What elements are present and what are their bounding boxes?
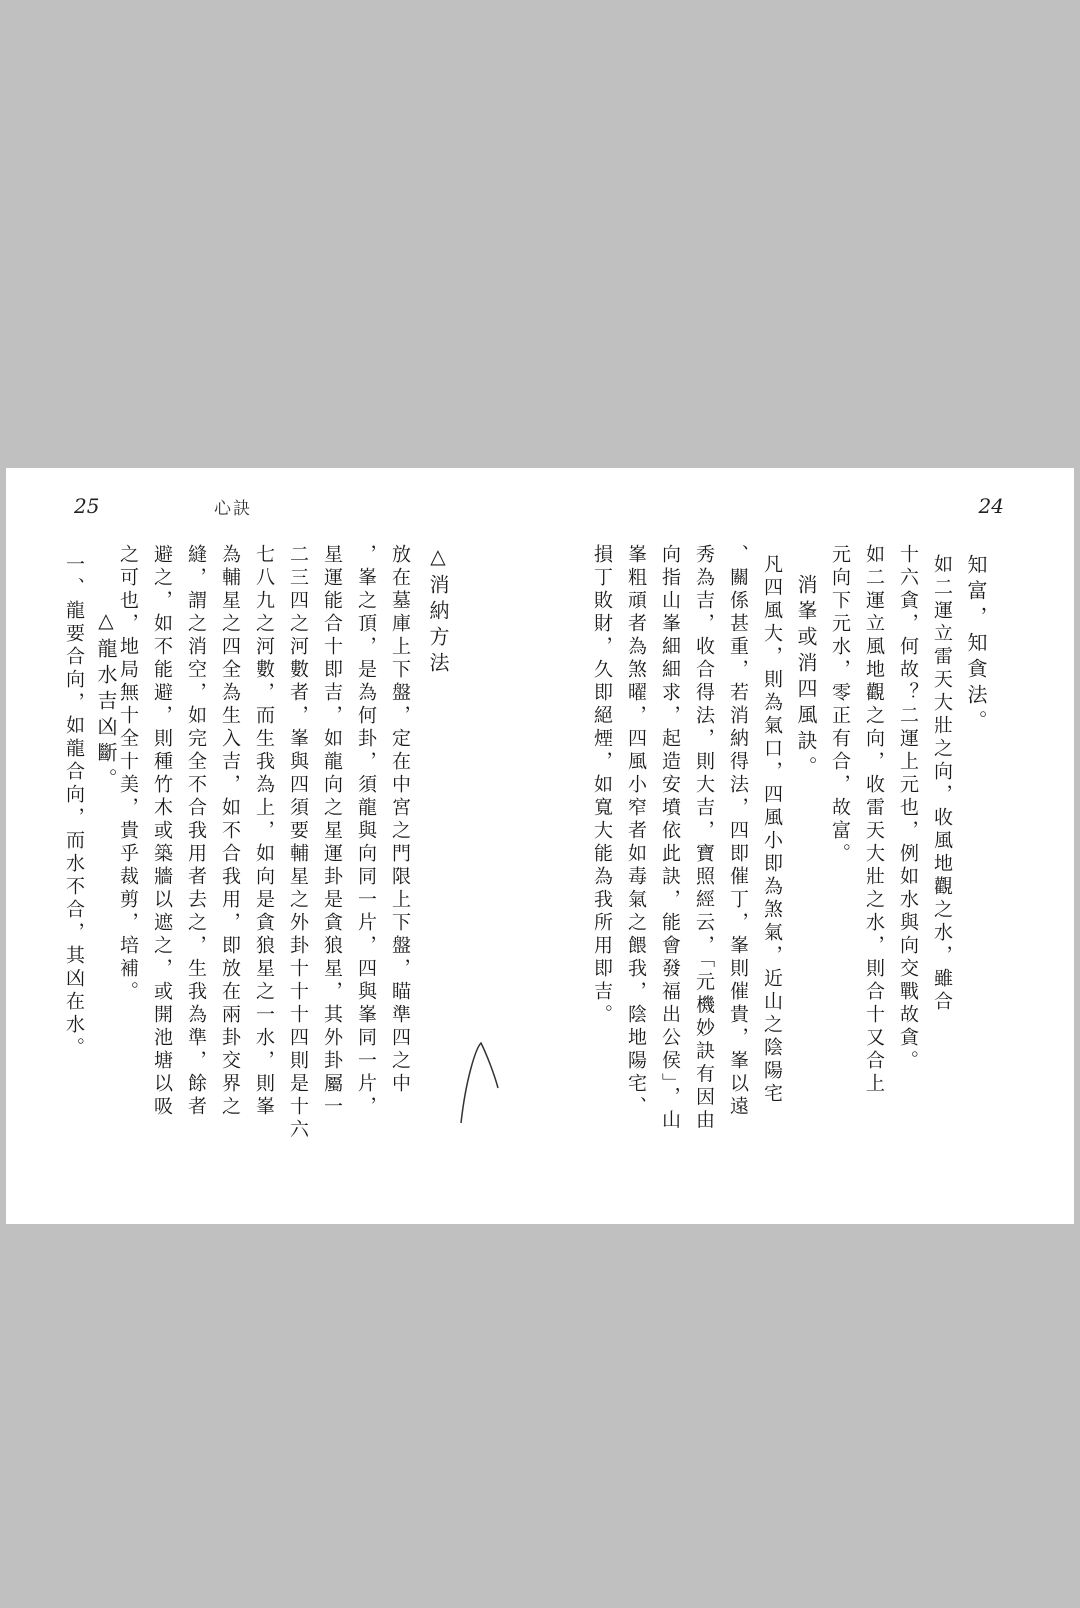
text-column: 七八九之河數，而生我為上，如向是貪狼星之一水，則峯 — [253, 544, 275, 1119]
text-column: 縫，謂之消空，如完全不合我用者去之，生我為準，餘者 — [185, 544, 207, 1119]
text-column: 如二運立風地觀之向，收雷天大壯之水，則合十又合上 — [863, 544, 885, 1096]
text-column: 放在墓庫上下盤，定在中宮之門限上下盤，瞄準四之中 — [389, 544, 411, 1096]
text-column: 為輔星之四全為生入吉，如不合我用，即放在兩卦交界之 — [219, 544, 241, 1119]
text-column: 秀為吉，收合得法，則大吉，寶照經云，「元機妙訣有因由 — [693, 544, 715, 1133]
text-column: 損丁敗財，久即絕煙，如寬大能為我所用即吉。 — [591, 544, 613, 1027]
text-column: 十六貪，何故？二運上元也，例如水與向交戰故貪。 — [897, 544, 919, 1073]
right-page — [540, 468, 1074, 1224]
text-column: 二三四之河數者，峯與四須要輔星之外卦十十十四則是十六 — [287, 544, 309, 1142]
pen-stroke-mark — [456, 1038, 506, 1128]
text-column: 元向下元水，零正有合，故富。 — [829, 544, 851, 866]
text-column: 如二運立雷天大壯之向，收風地觀之水，雖合 — [931, 554, 953, 1014]
page-number: 25 — [74, 494, 100, 518]
text-column: 一、龍要合向，如龍合向，而水不合，其凶在水。 — [63, 554, 85, 1060]
text-column: 、關係甚重，若消納得法，四即催丁，峯則催貴，峯以遠 — [727, 544, 749, 1119]
text-column: 避之，如不能避，則種竹木或築牆以遮之，或開池塘以吸 — [151, 544, 173, 1119]
text-column: 凡四風大，則為氣口，四風小即為煞氣，近山之陰陽宅 — [761, 554, 783, 1106]
page-number: 24 — [978, 494, 1004, 518]
text-column: 星運能合十即吉，如龍向之星運卦是貪狼星，其外卦屬一 — [321, 544, 343, 1119]
text-column: 峯粗頑者為煞曜，四風小窄者如毒氣之餵我，陰地陽宅、 — [625, 544, 647, 1119]
text-column: 向指山峯細細求，起造安墳依此訣，能會發福出公侯」，山 — [659, 544, 681, 1133]
section-heading: 消峯或消四風訣。 — [794, 574, 818, 782]
section-heading: △龍水吉凶斷。 — [94, 608, 118, 794]
scanned-book-spread — [6, 468, 1074, 1224]
section-heading: 知富，知貪法。 — [964, 554, 988, 736]
text-column: 之可也，地局無十全十美，貴乎裁剪，培補。 — [117, 544, 139, 1004]
text-column: ，峯之頂，是為何卦，須龍與向同一片，四與峯同一片， — [355, 544, 377, 1119]
left-page — [6, 468, 540, 1224]
margin-note: 心訣 — [214, 499, 252, 519]
section-heading: △消納方法 — [426, 544, 450, 678]
